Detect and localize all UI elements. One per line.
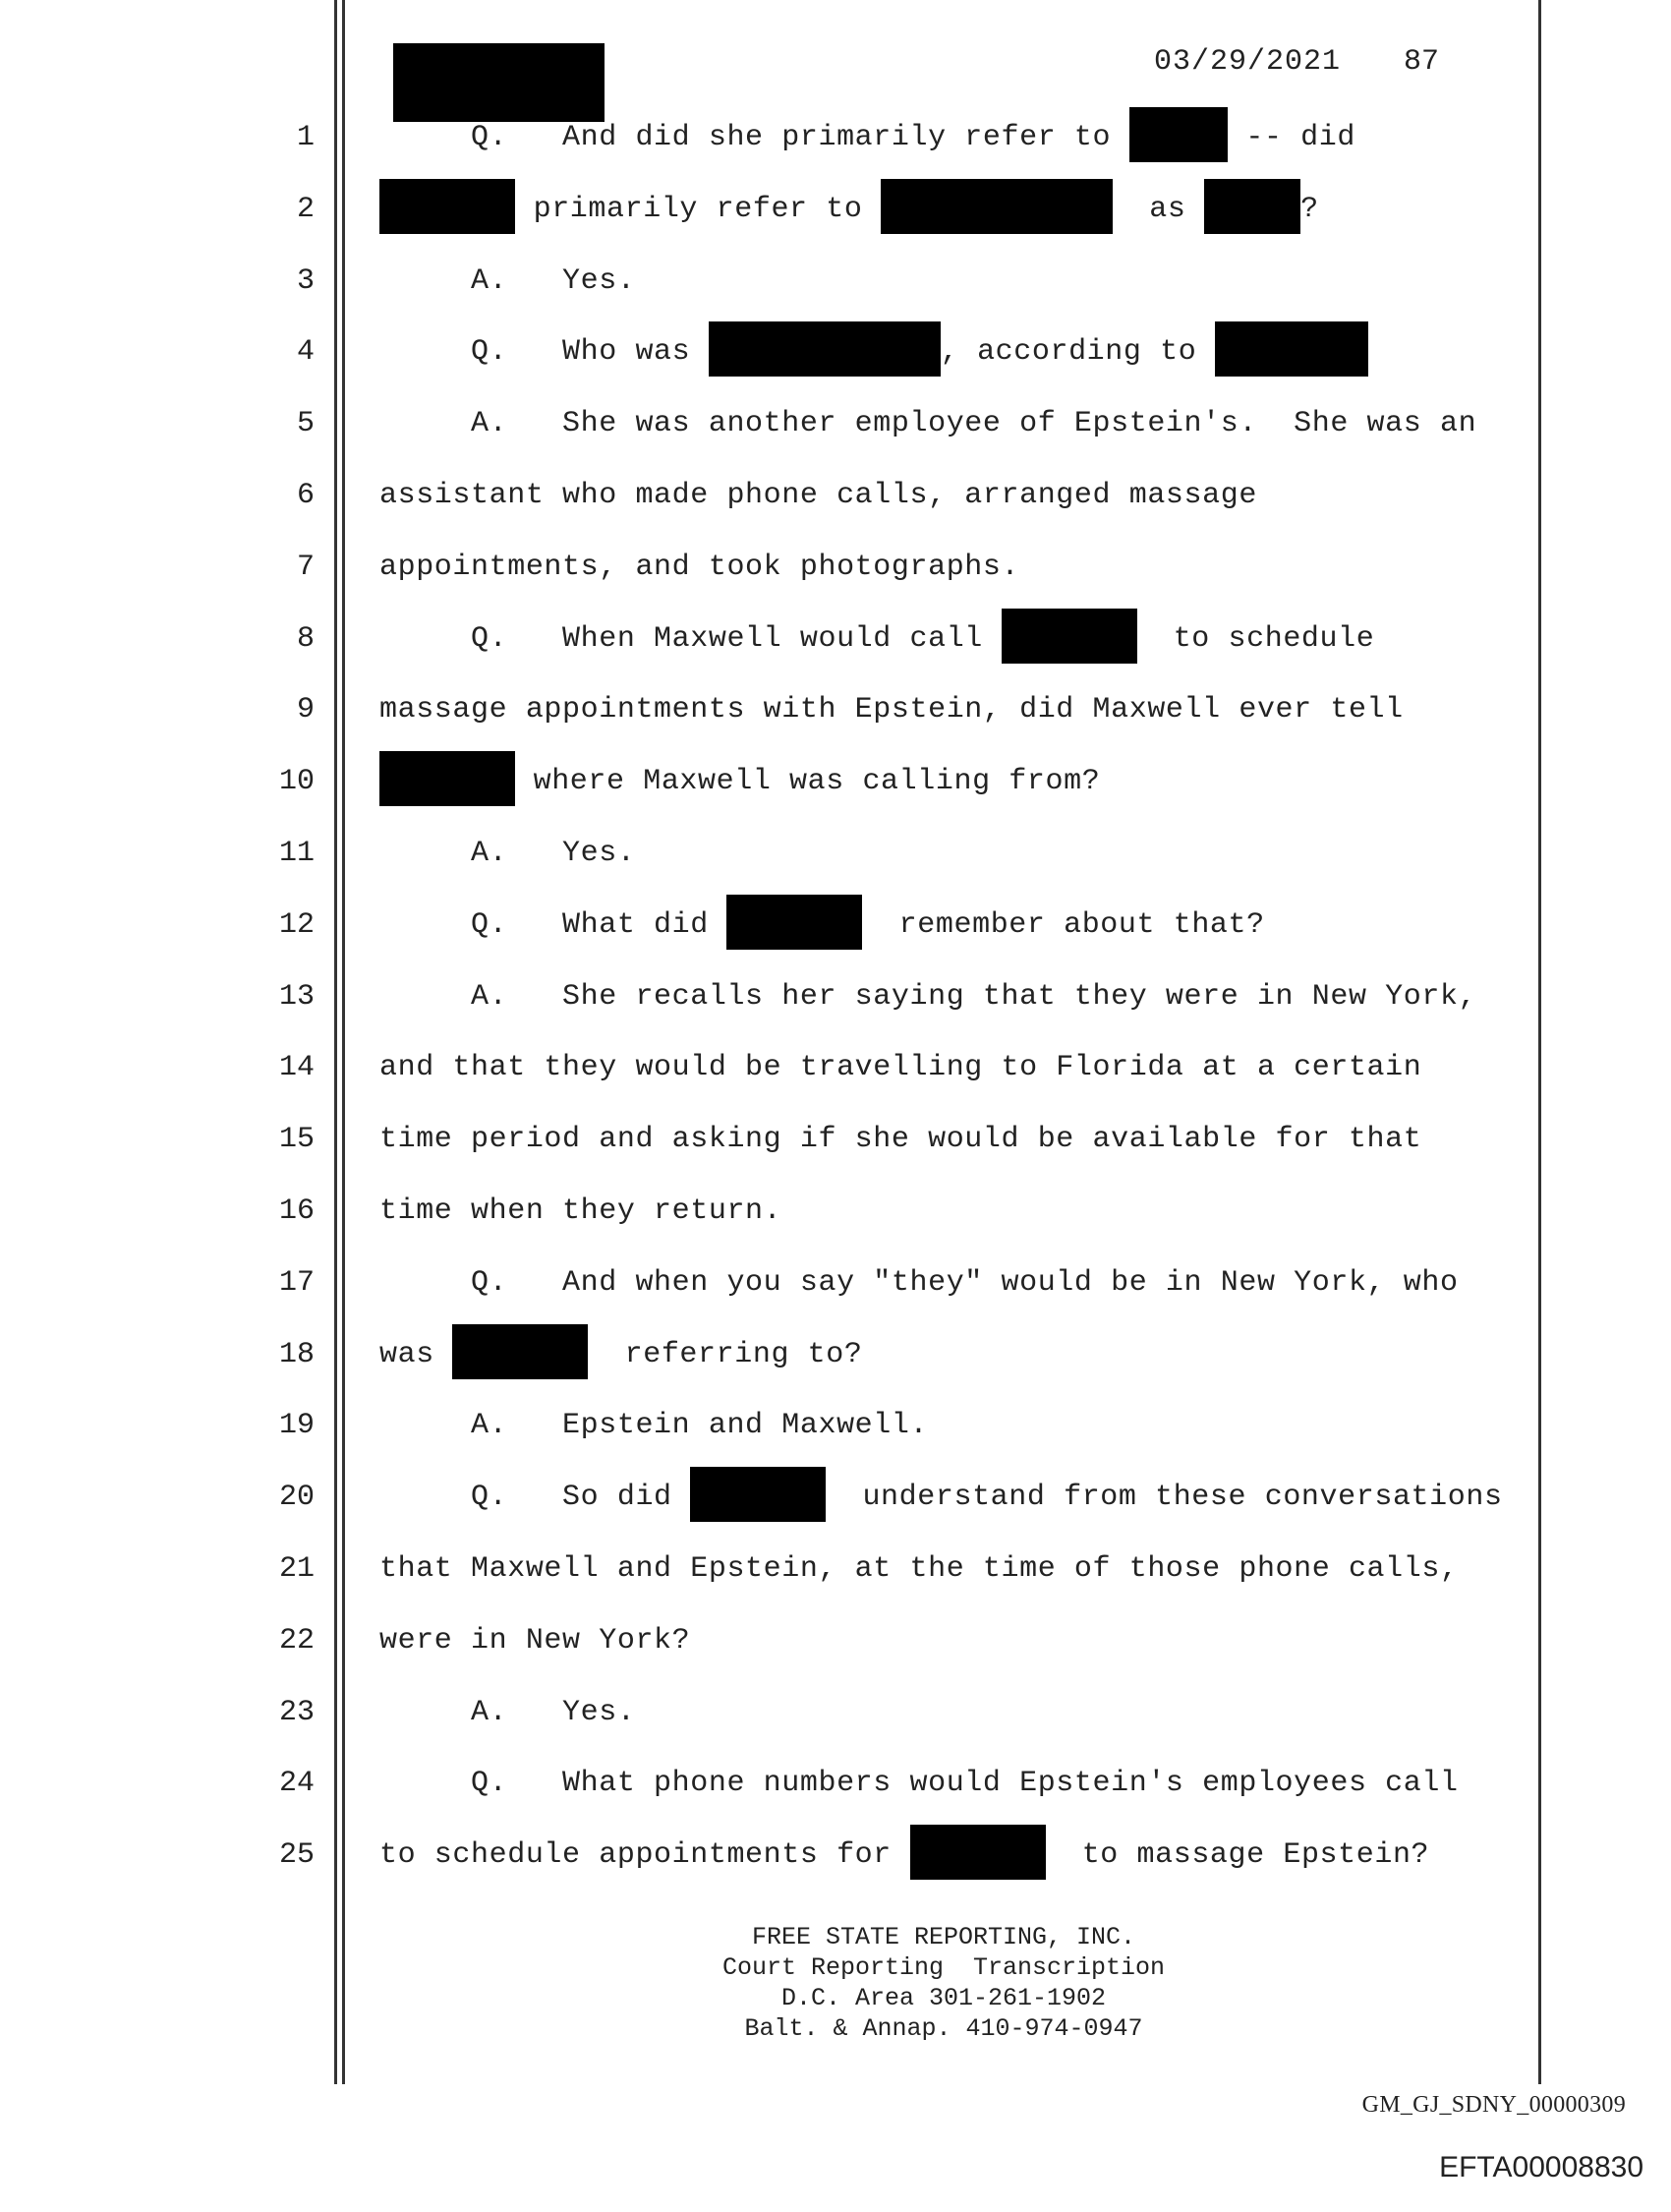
- line-text-segment: A. Yes.: [379, 1695, 636, 1729]
- line-number: 7: [296, 550, 315, 584]
- line-number: 16: [278, 1194, 315, 1228]
- line-text-segment: remember about that?: [862, 907, 1265, 942]
- line-text: [379, 980, 1476, 1014]
- transcript-line: [0, 1688, 1671, 1737]
- line-text-segment: primarily refer to: [515, 192, 882, 226]
- line-text-segment: Q. When Maxwell would call: [379, 621, 1002, 656]
- line-text: [379, 1624, 690, 1658]
- line-number: 8: [296, 621, 315, 656]
- line-number: 14: [278, 1051, 315, 1085]
- line-text-segment: was: [379, 1337, 453, 1371]
- redaction-box: [1204, 179, 1300, 234]
- line-text-segment: to schedule appointments for: [379, 1838, 910, 1873]
- line-text: [379, 1838, 1429, 1880]
- line-number: 17: [278, 1265, 315, 1300]
- line-text: [379, 1696, 635, 1729]
- line-text-segment: understand from these conversations: [826, 1481, 1503, 1515]
- line-number: 23: [278, 1695, 315, 1729]
- line-text-segment: A. She recalls her saying that they were in New York,: [379, 979, 1477, 1014]
- redaction-box: [910, 1825, 1046, 1880]
- line-text: [379, 407, 1476, 440]
- line-text-segment: where Maxwell was calling from?: [515, 765, 1101, 799]
- line-text-segment: time when they return.: [379, 1194, 782, 1228]
- line-number: 1: [296, 121, 315, 154]
- line-text: [379, 121, 1355, 162]
- line-text-segment: Q. Who was: [379, 335, 709, 370]
- line-number: 10: [278, 765, 315, 799]
- line-number: 9: [296, 693, 315, 728]
- transcript-line: [0, 1401, 1671, 1450]
- footer-dc-phone: D.C. Area 301-261-1902: [780, 1984, 1107, 2012]
- transcript-line: [0, 327, 1671, 377]
- transcript-line: [0, 1831, 1671, 1880]
- line-number: 20: [278, 1481, 315, 1515]
- line-text: [379, 1767, 1459, 1800]
- transcript-line: [0, 757, 1671, 806]
- page-number: 87: [1404, 45, 1440, 79]
- line-text-segment: time period and asking if she would be available for that: [379, 1123, 1422, 1157]
- bates-number: GM_GJ_SDNY_00000309: [1361, 2092, 1626, 2118]
- transcript-line: [0, 471, 1671, 520]
- line-text-segment: Q. And did she primarily refer to: [379, 121, 1129, 154]
- transcript-line: [0, 1115, 1671, 1164]
- line-number: 25: [278, 1838, 315, 1873]
- line-number: 21: [278, 1552, 315, 1586]
- transcript-line: [0, 901, 1671, 950]
- line-text-segment: A. Yes.: [379, 263, 636, 298]
- transcript-line: [0, 257, 1671, 306]
- transcript-line: [0, 1258, 1671, 1308]
- redaction-box: [881, 179, 1113, 234]
- line-text: [379, 193, 1319, 234]
- line-text-segment: Q. And when you say "they" would be in New York, who: [379, 1265, 1459, 1300]
- transcript-line: [0, 399, 1671, 448]
- line-text-segment: A. She was another employee of Epstein's. She was an: [379, 407, 1477, 441]
- line-text: [379, 1051, 1421, 1084]
- transcript-line: [0, 1330, 1671, 1379]
- line-text: [379, 1266, 1459, 1300]
- line-number: 3: [296, 263, 315, 298]
- line-text-segment: massage appointments with Epstein, did Maxwell ever tell: [379, 693, 1404, 728]
- redaction-box: [1129, 107, 1228, 162]
- transcript-line: [0, 614, 1671, 664]
- redaction-box: [452, 1324, 588, 1379]
- footer-company: FREE STATE REPORTING, INC.: [751, 1923, 1136, 1951]
- line-text-segment: Q. What did: [379, 907, 727, 942]
- line-number: 2: [296, 192, 315, 226]
- transcript-line: [0, 1187, 1671, 1236]
- line-text-segment: , according to: [940, 335, 1215, 370]
- line-number: 12: [278, 907, 315, 942]
- line-number: 22: [278, 1623, 315, 1658]
- line-text-segment: ?: [1300, 192, 1319, 226]
- line-number: 24: [278, 1767, 315, 1801]
- redaction-box: [690, 1467, 826, 1522]
- line-text-segment: as: [1113, 192, 1205, 226]
- line-text: [379, 1481, 1503, 1522]
- line-number: 18: [278, 1337, 315, 1371]
- redaction-box: [709, 321, 941, 377]
- line-text: [379, 837, 635, 870]
- page-header: [393, 43, 1440, 108]
- line-text-segment: -- did: [1227, 121, 1355, 154]
- line-text: [379, 1123, 1421, 1156]
- transcript-line: [0, 685, 1671, 734]
- transcript-line: [0, 1616, 1671, 1665]
- line-text-segment: Q. What phone numbers would Epstein's employees call: [379, 1767, 1459, 1801]
- line-number: 11: [278, 837, 315, 870]
- transcript-line: [0, 185, 1671, 234]
- redaction-box: [379, 751, 515, 806]
- line-text-segment: that Maxwell and Epstein, at the time of those phone calls,: [379, 1552, 1459, 1586]
- line-text: [379, 551, 1019, 584]
- line-number: 6: [296, 479, 315, 512]
- line-text-segment: to schedule: [1136, 621, 1375, 656]
- line-number: 13: [278, 979, 315, 1014]
- efta-number: EFTA00008830: [1439, 2151, 1643, 2183]
- line-text-segment: A. Epstein and Maxwell.: [379, 1409, 929, 1443]
- redaction-box: [1002, 609, 1137, 664]
- transcript-line: [0, 972, 1671, 1021]
- line-text: [379, 908, 1265, 950]
- line-text: [379, 622, 1374, 664]
- line-number: 15: [278, 1123, 315, 1157]
- redaction-box: [379, 179, 515, 234]
- footer-services: Court Reporting Transcription: [721, 1953, 1166, 1982]
- transcript-line: [0, 113, 1671, 162]
- line-text: [379, 765, 1100, 806]
- line-text-segment: referring to?: [588, 1337, 863, 1371]
- line-number: 19: [278, 1409, 315, 1443]
- line-text-segment: and that they would be travelling to Florida at a certain: [379, 1051, 1422, 1085]
- line-text-segment: were in New York?: [379, 1623, 691, 1658]
- line-text: [379, 264, 635, 298]
- line-text-segment: to massage Epstein?: [1045, 1838, 1430, 1873]
- line-number: 4: [296, 335, 315, 370]
- line-text-segment: Q. So did: [379, 1481, 691, 1515]
- line-text: [379, 1194, 781, 1228]
- header-redaction: [393, 43, 605, 122]
- transcript-line: [0, 543, 1671, 592]
- line-text: [379, 1552, 1459, 1586]
- transcript-line: [0, 1473, 1671, 1522]
- line-text: [379, 693, 1404, 727]
- line-text-segment: A. Yes.: [379, 837, 636, 870]
- line-text-segment: appointments, and took photographs.: [379, 550, 1020, 584]
- line-text-segment: assistant who made phone calls, arranged massage: [379, 479, 1257, 512]
- line-text: [379, 479, 1257, 512]
- line-text: [379, 1338, 862, 1379]
- line-text: [379, 335, 1368, 377]
- line-text: [379, 1409, 928, 1442]
- transcript-line: [0, 1544, 1671, 1594]
- transcript-date: 03/29/2021: [1154, 45, 1342, 79]
- transcript-line: [0, 1759, 1671, 1808]
- footer-balt-phone: Balt. & Annap. 410-974-0947: [744, 2014, 1143, 2043]
- reporter-footer: [629, 1922, 1258, 2044]
- redaction-box: [1215, 321, 1368, 377]
- redaction-box: [726, 895, 862, 950]
- transcript-line: [0, 1043, 1671, 1092]
- transcript-line: [0, 829, 1671, 878]
- line-number: 5: [296, 407, 315, 441]
